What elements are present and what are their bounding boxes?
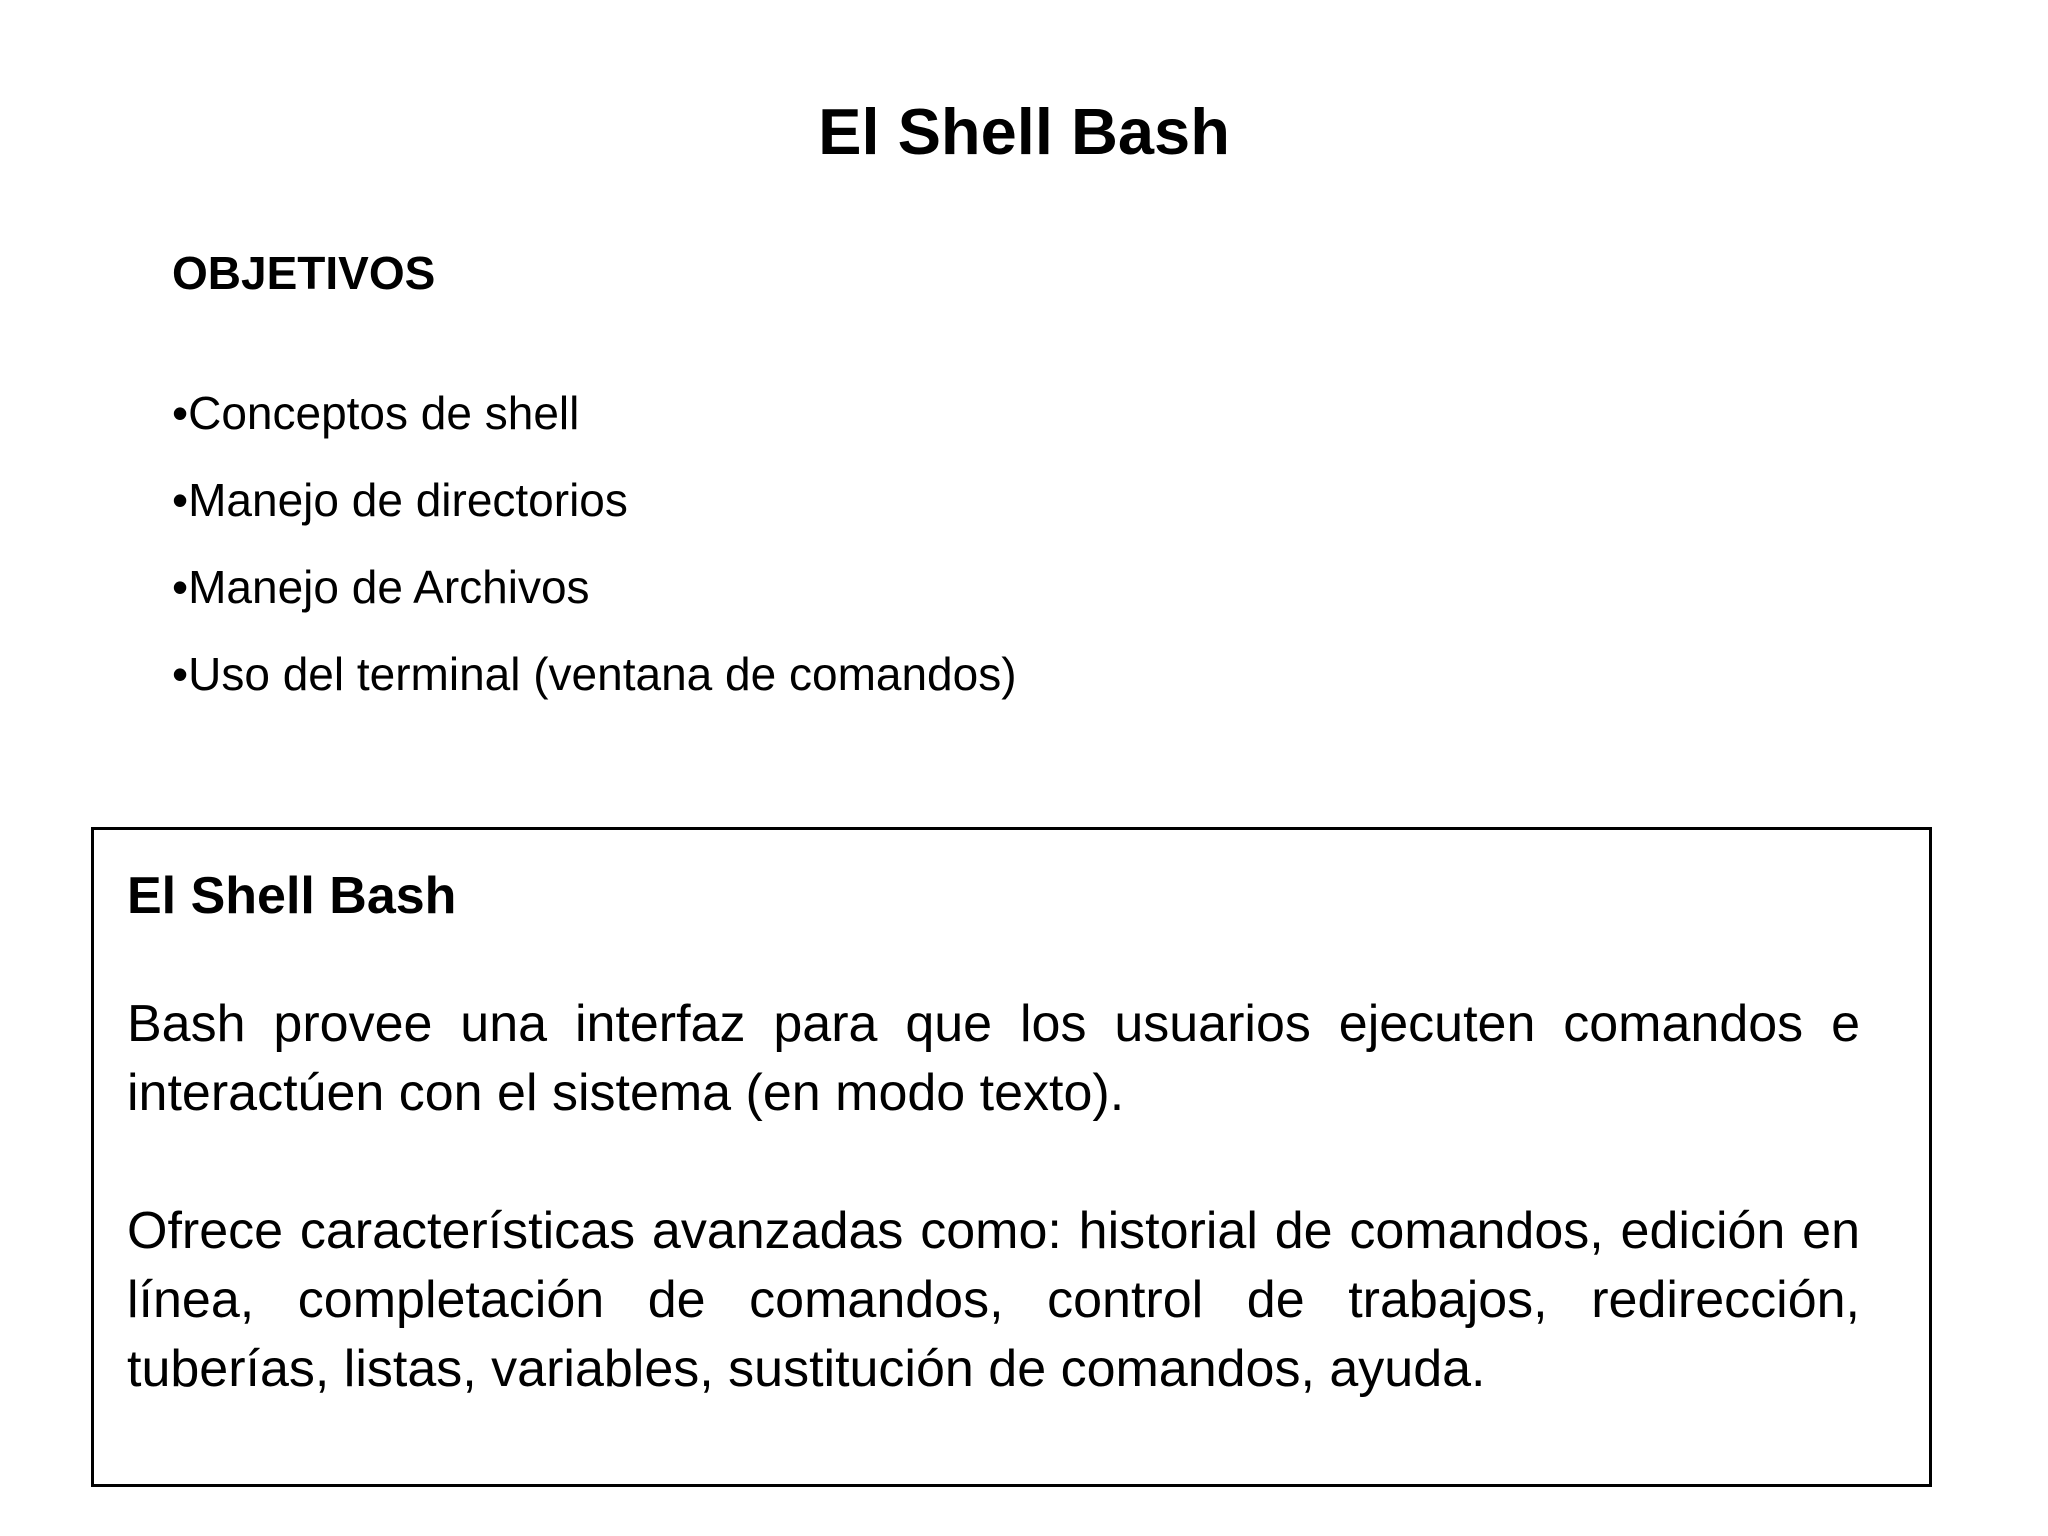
box-paragraph-intro: Bash provee una interfaz para que los usuarios ejecuten comandos e interactúen con el sistema (en modo texto). — [127, 995, 1860, 1122]
objective-item: •Uso del terminal (ventana de comandos) — [172, 648, 1017, 700]
objective-item: •Conceptos de shell — [172, 387, 580, 439]
objectives-heading: OBJETIVOS — [172, 247, 436, 299]
objectives-list — [172, 386, 1017, 734]
info-box — [91, 827, 1932, 1487]
box-title: El Shell Bash — [127, 867, 457, 925]
objective-item: •Manejo de directorios — [172, 474, 628, 526]
objective-item: •Manejo de Archivos — [172, 561, 590, 613]
box-paragraph-features: Ofrece características avanzadas como: historial de comandos, edición en línea, completación de comandos, control de trabajos, redirección, tuberías, listas, variables, sustitución de comandos, ayuda. — [127, 1202, 1860, 1398]
slide-title: El Shell Bash — [818, 95, 1230, 168]
